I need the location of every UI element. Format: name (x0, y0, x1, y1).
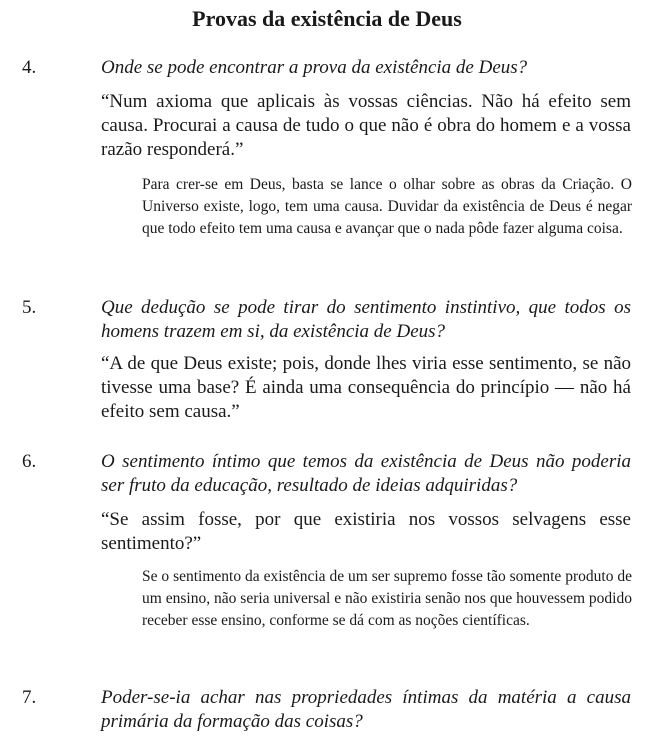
question-text: O sentimento íntimo que temos da existência de Deus não poderia ser fruto da educação, resultado de ideias adquiridas? (101, 451, 631, 496)
question-number: 6. (22, 451, 37, 472)
answer-text: “A de que Deus existe; pois, donde lhes viria esse sentimento, se não tivesse uma base? É ainda uma consequência do princípio — não há efeito sem causa.” (101, 353, 631, 422)
answer-text: “Num axioma que aplicais às vossas ciências. Não há efeito sem causa. Procurai a causa de tudo o que não é obra do homem e a vossa razão responderá.” (101, 91, 631, 160)
question-text: Onde se pode encontrar a prova da existência de Deus? (101, 57, 528, 78)
question-number: 4. (22, 57, 37, 78)
answer-text: “Se assim fosse, por que existiria nos vossos selvagens esse sentimento?” (101, 509, 631, 554)
question-number: 7. (22, 687, 37, 708)
commentary-text: Para crer-se em Deus, basta se lance o olhar sobre as obras da Criação. O Universo existe, logo, tem uma causa. Duvidar da existência de Deus é negar que todo efeito tem uma causa e avançar que o nada pôde fazer alguma coisa. (142, 176, 632, 237)
question-text: Poder-se-ia achar nas propriedades íntimas da matéria a causa primária da formação das coisas? (101, 687, 631, 732)
question-number: 5. (22, 297, 37, 318)
page-title: Provas da existência de Deus (192, 6, 462, 31)
commentary-text: Se o sentimento da existência de um ser supremo fosse tão somente produto de um ensino, não seria universal e não existiria senão nos que houvessem podido receber esse ensino, conforme se dá com as noções científicas. (142, 568, 632, 629)
question-text: Que dedução se pode tirar do sentimento instintivo, que todos os homens trazem em si, da existência de Deus? (101, 297, 631, 342)
